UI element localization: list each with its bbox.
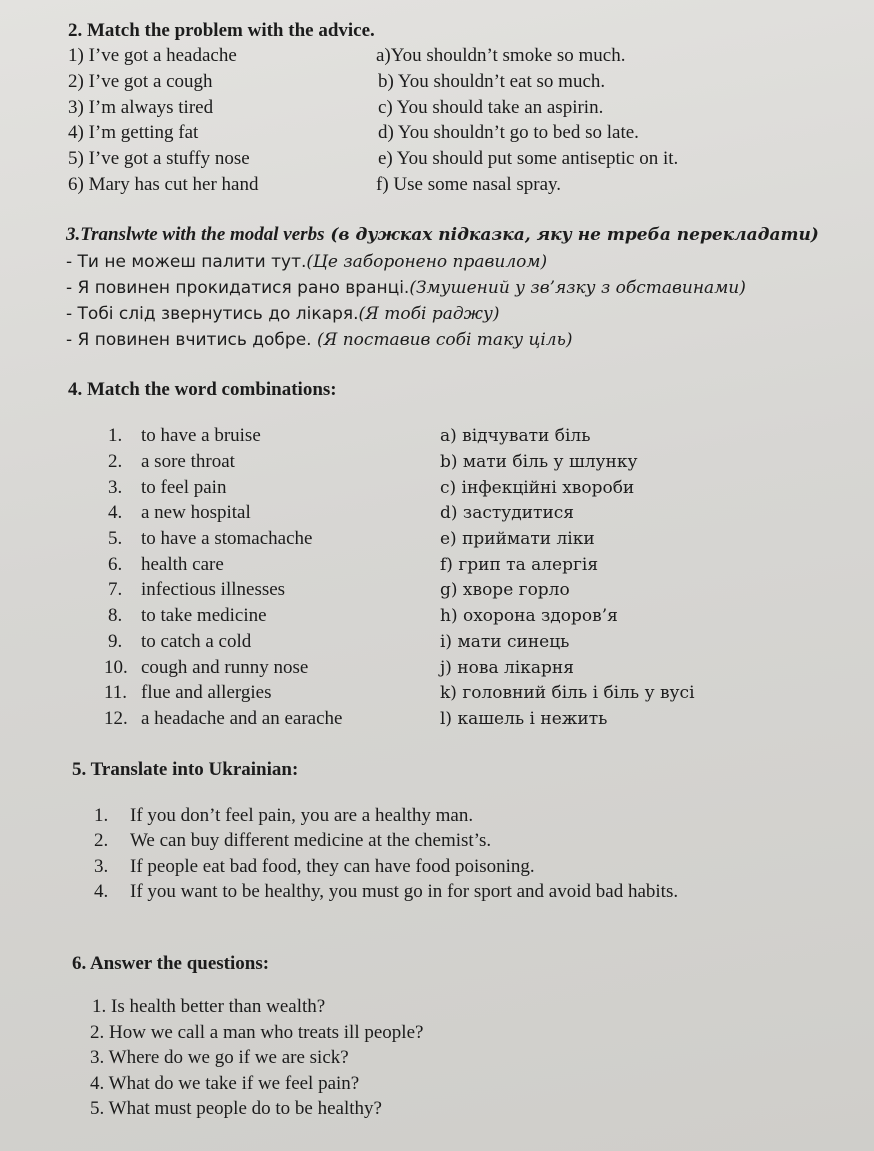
ukrainian-phrase: e) приймати ліки (440, 529, 595, 549)
item-number: 6. (108, 554, 123, 575)
item-number: 2. (94, 830, 109, 851)
english-phrase: flue and allergies (141, 682, 272, 703)
sentence-hint: (Це заборонено правилом) (306, 252, 548, 272)
list-item (0, 43, 874, 69)
list-item (0, 69, 874, 95)
advice-c: c) You should take an aspirin. (378, 97, 604, 118)
list-item (0, 994, 874, 1020)
list-item (0, 275, 874, 301)
section-title-hint: (в дужках підказка, яку не треба перекладати) (324, 225, 819, 245)
list-item (0, 500, 874, 526)
item-number: 5. (108, 528, 123, 549)
section-6-title (0, 951, 874, 977)
section-3-title (0, 222, 874, 248)
english-phrase: to catch a cold (141, 631, 252, 652)
list-item (0, 629, 874, 655)
ukrainian-phrase: k) головний біль і біль у вусі (440, 683, 695, 703)
section-5-title (0, 757, 874, 783)
ukrainian-phrase: c) інфекційні хвороби (440, 478, 635, 498)
item-number: 8. (108, 605, 123, 626)
list-item (0, 854, 874, 880)
list-item (0, 249, 874, 275)
item-number: 1. (94, 805, 109, 826)
list-item (0, 680, 874, 706)
ukrainian-phrase: h) охорона здоров’я (440, 606, 618, 626)
item-number: 3. (108, 477, 123, 498)
sentence-text: - Тобі слід звернутись до лікаря. (66, 304, 359, 324)
list-item (0, 475, 874, 501)
advice-d: d) You shouldn’t go to bed so late. (378, 122, 639, 143)
sentence-text: - Я повинен вчитись добре. (66, 330, 317, 350)
item-number: 4. (108, 502, 123, 523)
english-phrase: to have a stomachache (141, 528, 313, 549)
english-phrase: to take medicine (141, 605, 267, 626)
list-item (0, 577, 874, 603)
question-text: 4. What do we take if we feel pain? (90, 1073, 360, 1094)
english-phrase: health care (141, 554, 224, 575)
english-phrase: infectious illnesses (141, 579, 286, 600)
problem-1: 1) I’ve got a headache (68, 45, 237, 66)
problem-3: 3) I’m always tired (68, 97, 214, 118)
item-number: 4. (94, 881, 109, 902)
section-title-text: 2. Match the problem with the advice. (68, 20, 375, 41)
list-item (0, 803, 874, 829)
ukrainian-phrase: d) застудитися (440, 503, 575, 523)
english-phrase: cough and runny nose (141, 657, 309, 678)
sentence-hint: (Я тобі раджу) (358, 304, 500, 324)
list-item (0, 423, 874, 449)
ukrainian-phrase: j) нова лікарня (440, 658, 574, 678)
english-phrase: to feel pain (141, 477, 227, 498)
list-item (0, 301, 874, 327)
sentence-text: If people eat bad food, they can have food poisoning. (130, 856, 535, 877)
list-item (0, 1045, 874, 1071)
item-number: 2. (108, 451, 123, 472)
ukrainian-phrase: l) кашель і нежить (440, 709, 608, 729)
section-title-text: 5. Translate into Ukrainian: (72, 759, 299, 780)
english-phrase: a new hospital (141, 502, 251, 523)
ukrainian-phrase: g) хворе горло (440, 580, 570, 600)
list-item (0, 1096, 874, 1122)
advice-a: a)You shouldn’t smoke so much. (376, 45, 626, 66)
problem-6: 6) Mary has cut her hand (68, 174, 259, 195)
list-item (0, 1071, 874, 1097)
ukrainian-phrase: i) мати синець (440, 632, 570, 652)
sentence-text: If you don’t feel pain, you are a healthy man. (130, 805, 474, 826)
sentence-hint: (Змушений у зв’язку з обставинами) (409, 278, 746, 298)
sentence-text: If you want to be healthy, you must go in for sport and avoid bad habits. (130, 881, 679, 902)
section-title-text: 6. Answer the questions: (72, 953, 270, 974)
sentence-text: We can buy different medicine at the chemist’s. (130, 830, 492, 851)
section-2-title (0, 18, 874, 44)
section-title-text: 3.Translwte with the modal verbs (66, 224, 325, 245)
list-item (0, 1020, 874, 1046)
section-4-title (0, 377, 874, 403)
english-phrase: to have a bruise (141, 425, 261, 446)
list-item (0, 879, 874, 905)
sentence-hint: (Я поставив собі таку ціль) (316, 330, 573, 350)
list-item (0, 706, 874, 732)
advice-f: f) Use some nasal spray. (376, 174, 562, 195)
problem-2: 2) I’ve got a cough (68, 71, 213, 92)
question-text: 3. Where do we go if we are sick? (90, 1047, 349, 1068)
ukrainian-phrase: f) грип та алергія (440, 555, 599, 575)
english-phrase: a headache and an earache (141, 708, 343, 729)
list-item (0, 526, 874, 552)
item-number: 1. (108, 425, 123, 446)
list-item (0, 603, 874, 629)
item-number: 9. (108, 631, 123, 652)
list-item (0, 449, 874, 475)
sentence-text: - Я повинен прокидатися рано вранці. (66, 278, 410, 298)
problem-4: 4) I’m getting fat (68, 122, 199, 143)
section-title-text: 4. Match the word combinations: (68, 379, 337, 400)
list-item (0, 552, 874, 578)
item-number: 12. (104, 708, 128, 729)
list-item (0, 146, 874, 172)
advice-e: e) You should put some antiseptic on it. (378, 148, 679, 169)
item-number: 10. (104, 657, 128, 678)
question-text: 1. Is health better than wealth? (92, 996, 326, 1017)
question-text: 2. How we call a man who treats ill people? (90, 1022, 424, 1043)
item-number: 7. (108, 579, 123, 600)
list-item (0, 172, 874, 198)
list-item (0, 828, 874, 854)
list-item (0, 327, 874, 353)
advice-b: b) You shouldn’t eat so much. (378, 71, 606, 92)
ukrainian-phrase: a) відчувати біль (440, 426, 591, 446)
item-number: 3. (94, 856, 109, 877)
ukrainian-phrase: b) мати біль у шлунку (440, 452, 638, 472)
english-phrase: a sore throat (141, 451, 235, 472)
list-item (0, 120, 874, 146)
problem-5: 5) I’ve got a stuffy nose (68, 148, 250, 169)
list-item (0, 655, 874, 681)
sentence-text: - Ти не можеш палити тут. (66, 252, 307, 272)
list-item (0, 95, 874, 121)
question-text: 5. What must people do to be healthy? (90, 1098, 382, 1119)
item-number: 11. (104, 682, 128, 703)
